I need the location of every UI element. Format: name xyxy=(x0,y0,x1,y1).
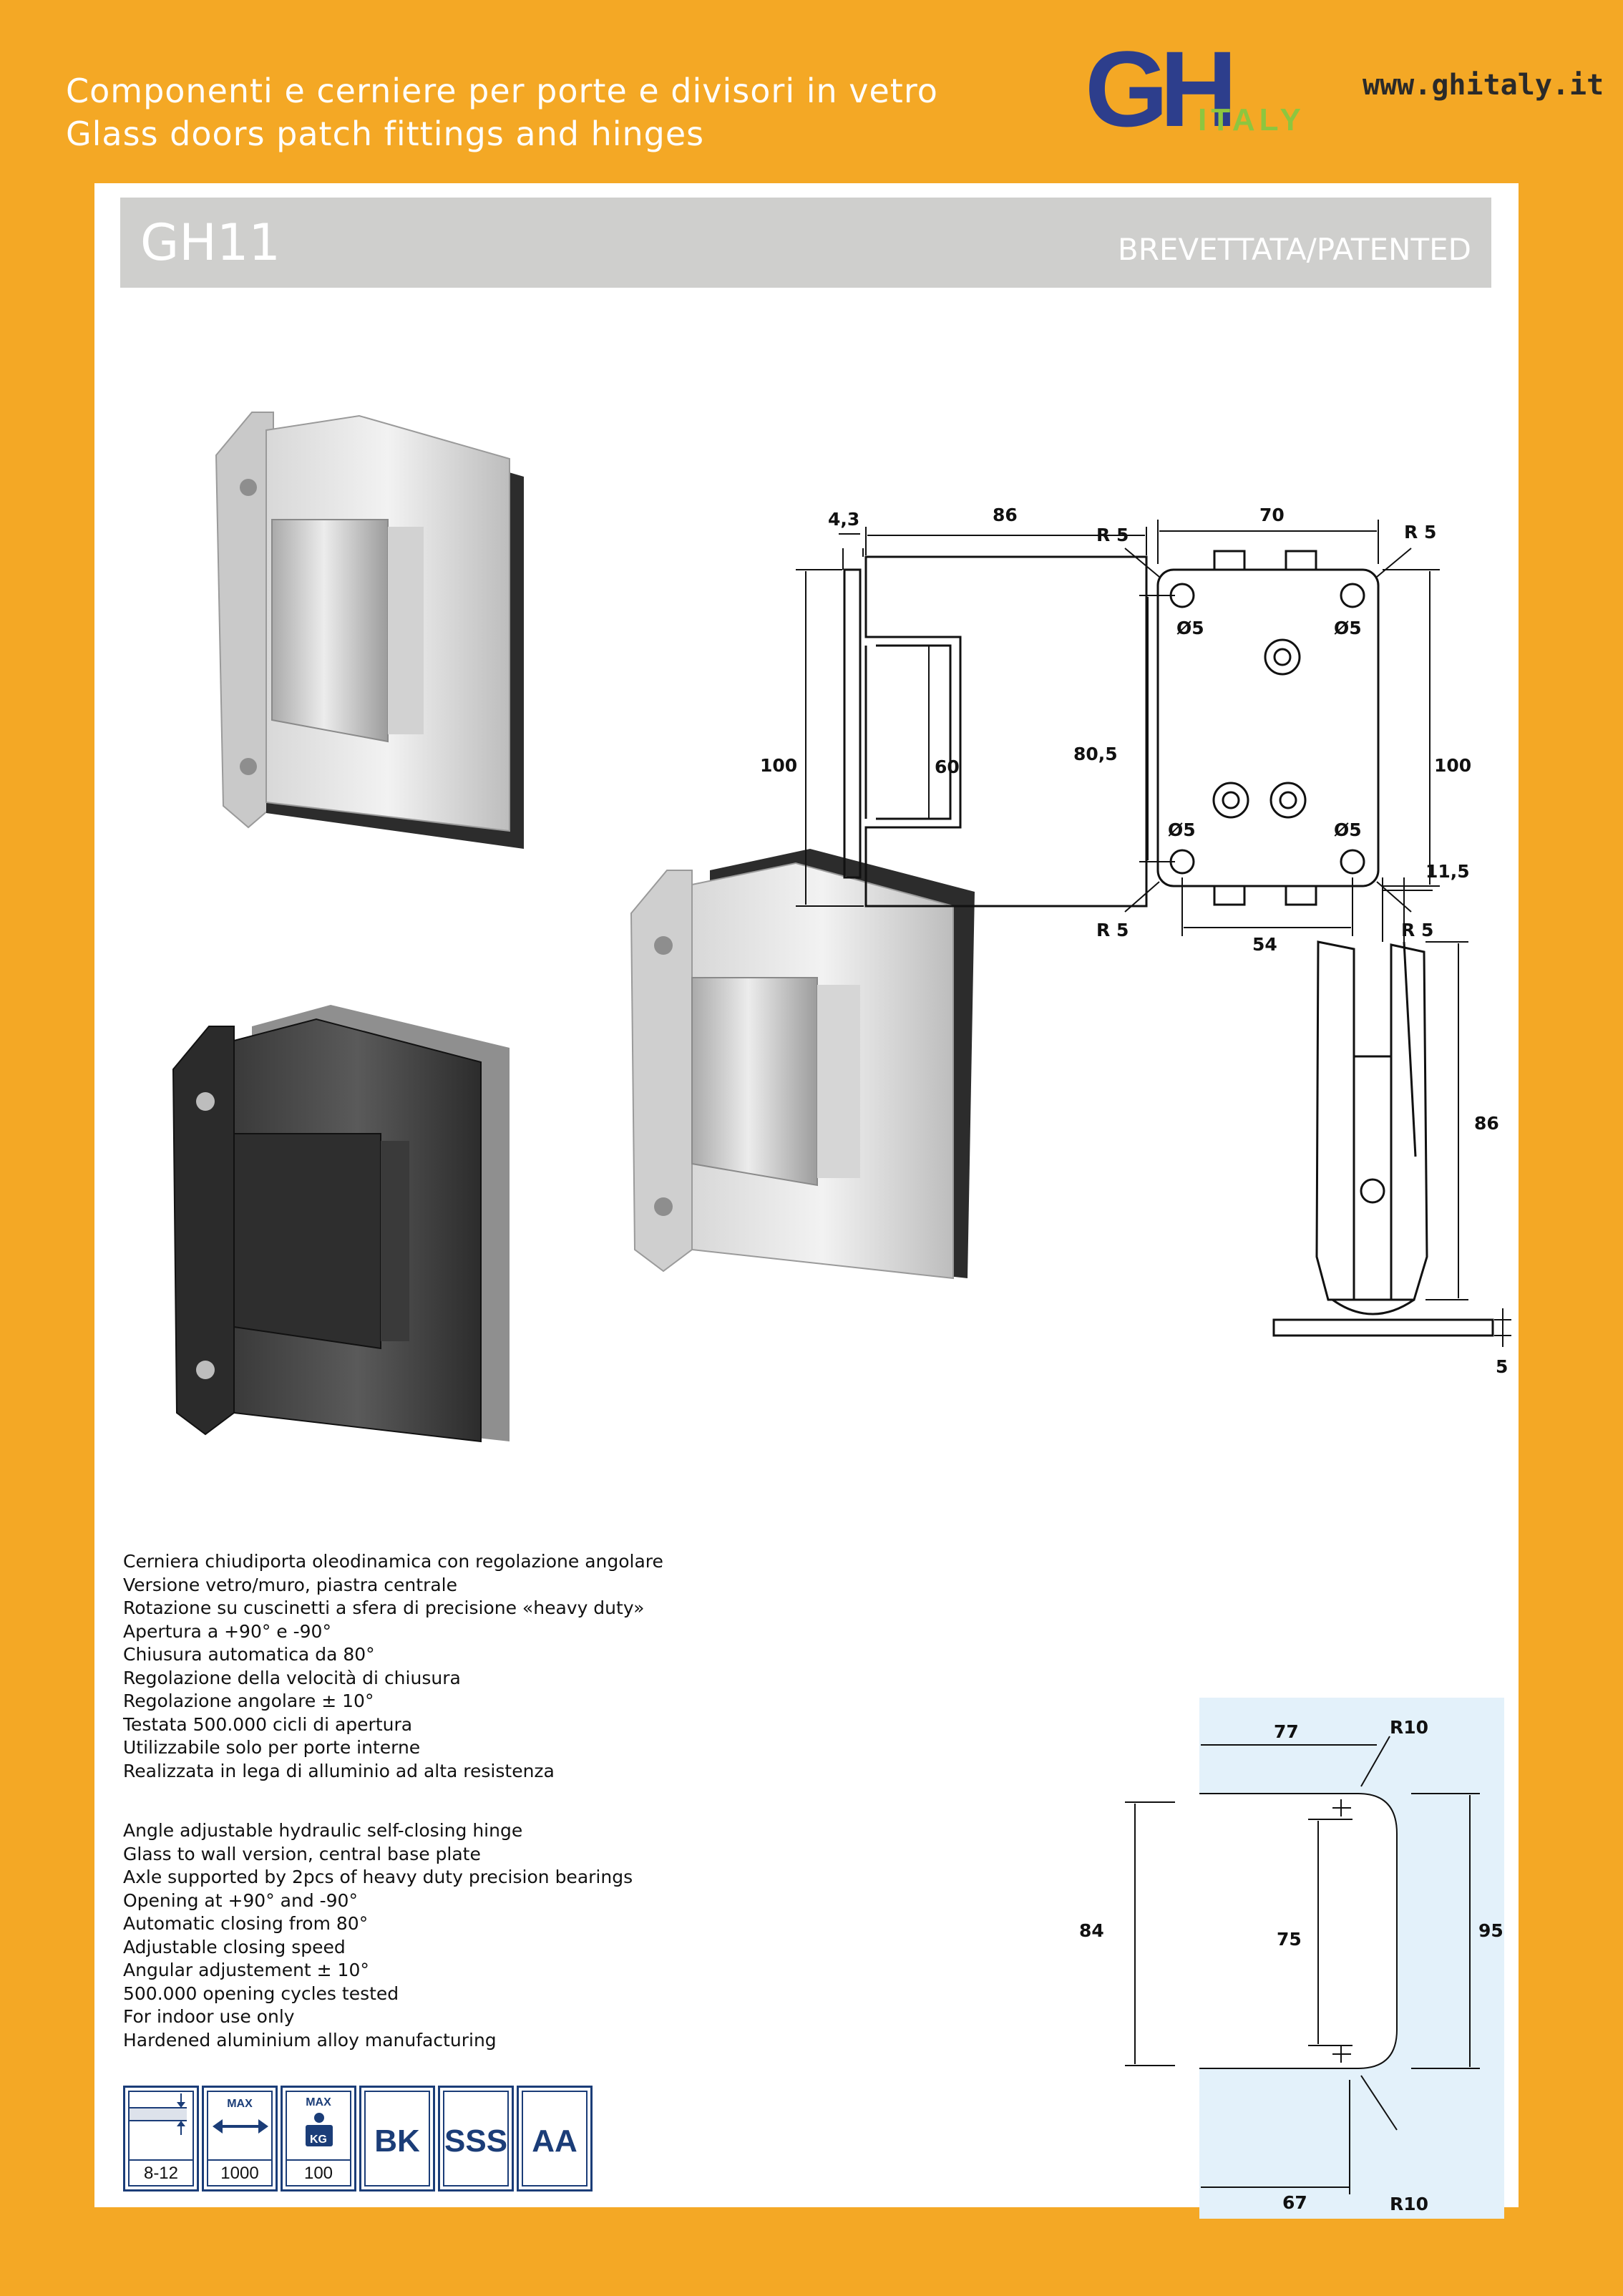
badge-weight xyxy=(281,2086,356,2192)
badge-finish-aa-label: AA xyxy=(532,2124,577,2159)
desc-line: Cerniera chiudiporta oleodinamica con regolazione angolare xyxy=(123,1551,663,1572)
desc-line: Opening at +90° and -90° xyxy=(123,1889,358,1911)
radius-label-bottom-left: R 5 xyxy=(1096,920,1129,940)
desc-line: Adjustable closing speed xyxy=(123,1936,346,1957)
badge-width xyxy=(202,2086,278,2192)
badge-finish-aa xyxy=(517,2086,593,2192)
desc-line: Realizzata in lega di alluminio ad alta resistenza xyxy=(123,1760,555,1781)
badge-finish-sss xyxy=(438,2086,514,2192)
dim-67: 67 xyxy=(1282,2192,1307,2213)
dim-11-5: 11,5 xyxy=(1425,861,1470,882)
radius-r10-top: R10 xyxy=(1390,1717,1429,1738)
dim-4-3: 4,3 xyxy=(828,509,860,530)
product-card xyxy=(94,183,1519,2214)
desc-line: Chiusura automatica da 80° xyxy=(123,1644,375,1665)
desc-line: Angle adjustable hydraulic self-closing hinge xyxy=(123,1820,523,1841)
patent-label: BREVETTATA/PATENTED xyxy=(1117,232,1471,267)
badge-thickness-value: 8-12 xyxy=(130,2159,192,2184)
website-link[interactable]: www.ghitaly.it xyxy=(1363,69,1604,102)
hinge-render-silver-small xyxy=(209,405,538,835)
desc-line: Regolazione angolare ± 10° xyxy=(123,1691,374,1711)
hole-label-bottom-left: Ø5 xyxy=(1168,819,1196,840)
dim-100-right: 100 xyxy=(1434,755,1472,776)
desc-line: Automatic closing from 80° xyxy=(123,1913,369,1934)
hole-label-top-right: Ø5 xyxy=(1334,618,1362,638)
dim-84: 84 xyxy=(1079,1920,1104,1941)
logo-sub-text: ITALY xyxy=(1198,102,1305,137)
header-title-italian: Componenti e cerniere per porte e divisori in vetro xyxy=(66,72,938,110)
desc-line: Utilizzabile solo per porte interne xyxy=(123,1737,421,1758)
hinge-render-black xyxy=(166,1005,524,1449)
desc-line: Apertura a +90° e -90° xyxy=(123,1620,331,1642)
desc-line: For indoor use only xyxy=(123,2006,295,2027)
dim-100-left: 100 xyxy=(760,755,798,776)
badge-weight-value: 100 xyxy=(287,2159,350,2184)
radius-label-top-right: R 5 xyxy=(1404,522,1437,543)
hole-label-top-left: Ø5 xyxy=(1176,618,1204,638)
badge-finish-bk-label: BK xyxy=(374,2124,420,2159)
desc-line: Versione vetro/muro, piastra centrale xyxy=(123,1574,458,1595)
dim-80-5: 80,5 xyxy=(1073,744,1118,764)
desc-line: Axle supported by 2pcs of heavy duty precision bearings xyxy=(123,1867,633,1887)
glass-thickness-icon xyxy=(130,2092,194,2142)
desc-line: Regolazione della velocità di chiusura xyxy=(123,1667,461,1688)
radius-label-bottom-right: R 5 xyxy=(1401,920,1434,940)
dim-95: 95 xyxy=(1478,1920,1503,1941)
desc-line: Glass to wall version, central base plate xyxy=(123,1843,481,1864)
title-bar xyxy=(120,198,1491,288)
badge-width-value: 1000 xyxy=(208,2159,271,2184)
dim-54: 54 xyxy=(1252,934,1277,955)
badge-max-label: MAX xyxy=(227,2098,253,2110)
desc-line: Angular adjustement ± 10° xyxy=(123,1960,369,1980)
badge-finish-bk xyxy=(359,2086,435,2192)
badge-kg-label: KG xyxy=(310,2134,327,2146)
ghitaly-logo xyxy=(1085,29,1342,149)
dim-70: 70 xyxy=(1259,505,1285,525)
spec-badges xyxy=(123,2086,593,2193)
desc-line: 500.000 opening cycles tested xyxy=(123,1983,399,2004)
desc-line: Rotazione su cuscinetti a sfera di precisione «heavy duty» xyxy=(123,1597,645,1618)
dim-75: 75 xyxy=(1277,1929,1302,1950)
drawing-glass-cutout xyxy=(982,1693,1511,2216)
dim-60: 60 xyxy=(935,757,960,777)
badge-max-label-weight: MAX xyxy=(306,2096,331,2108)
radius-label-top-left: R 5 xyxy=(1096,525,1129,545)
badge-finish-sss-label: SSS xyxy=(444,2124,508,2159)
radius-r10-bottom: R10 xyxy=(1390,2194,1429,2214)
logo-main-text: GH xyxy=(1085,29,1229,149)
width-arrow-icon xyxy=(208,2112,273,2141)
desc-line: Hardened aluminium alloy manufacturing xyxy=(123,2029,497,2051)
description-italian xyxy=(123,1550,663,1783)
badge-glass-thickness xyxy=(123,2086,199,2192)
hole-label-bottom-right: Ø5 xyxy=(1334,819,1362,840)
dim-86-side: 86 xyxy=(1474,1113,1499,1134)
header-title-english: Glass doors patch fittings and hinges xyxy=(66,115,705,153)
drawing-side-view xyxy=(1139,799,1519,1393)
desc-line: Testata 500.000 cicli di apertura xyxy=(123,1713,413,1735)
description-english xyxy=(123,1819,633,2052)
dim-5: 5 xyxy=(1496,1356,1509,1377)
dim-86-top: 86 xyxy=(993,505,1018,525)
product-model: GH11 xyxy=(140,213,281,272)
dim-77: 77 xyxy=(1274,1721,1299,1742)
